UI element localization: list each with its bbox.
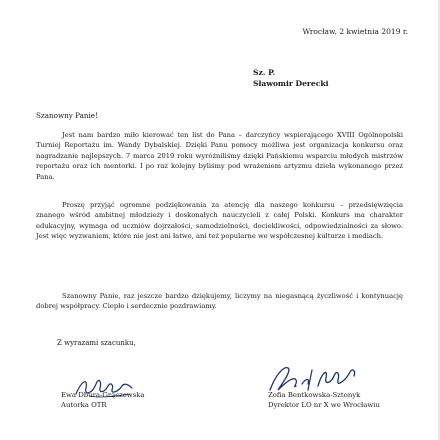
body-paragraph-1: Jest nam bardzo miło kierować ten list do Pana – darczyńcy wspierającego XVIII Ogólnopolski Turniej Reportażu im. Wandy Dybalskiej. Dzięki Panu pomocy możliwa jest organizacja konkursu oraz nagradzanie najlepszych. 7 marca 2019 roku wyróżniliśmy dzięki Pańskiemu wsparciu młodych mistrzów reportażu oraz ich mentorki. I po raz kolejny byliśmy pod wrażeniem artyzmu dzieła wykonanego przez Pana. <box>36 131 403 181</box>
signatory-right-role: Dyrektor LO nr X we Wrocławiu <box>268 400 380 409</box>
addressee-name: Sławomir Derecki <box>253 78 329 88</box>
signatory-left <box>61 391 145 411</box>
addressee-block <box>253 68 329 89</box>
salutation: Szanowny Panie! <box>36 111 98 120</box>
signatory-right-name: Zofia Bentkowska-Sztonyk <box>268 391 361 399</box>
addressee-title: Sz. P. <box>253 68 276 77</box>
signatory-left-name: Ewa Dbura-Grączewska <box>61 391 145 399</box>
body-paragraph-2: Proszę przyjąć ogromne podziękowania za atencję dla naszego konkursu – przedsięwzięcia znanego wśród ambitnej młodzieży i doskonałych nauczycieli z całej Polski. Konkurs ma charakter edukacyjny, wymaga od uczniów dojrzałości, samodzielności, dociekliwości, odpowiedzialności za słowo. Jest więc wyzwaniem, które nie jest ani łatwe, ani też popularne we współczesnej kulturze i mediach. <box>36 201 403 241</box>
letter-date: Wrocław, 2 kwietnia 2019 r. <box>302 27 408 36</box>
body-paragraph-3: Szanowny Panie, raz jeszcze bardzo dziękujemy, liczymy na niegasnącą życzliwość i kontynuację dobrej współpracy. Ciepło i serdecznie pozdrawiamy. <box>36 292 403 311</box>
closing-line: Z wyrazami szacunku, <box>57 339 136 347</box>
signatory-right <box>268 391 380 411</box>
signatory-left-role: Autorka OTR <box>61 400 107 409</box>
